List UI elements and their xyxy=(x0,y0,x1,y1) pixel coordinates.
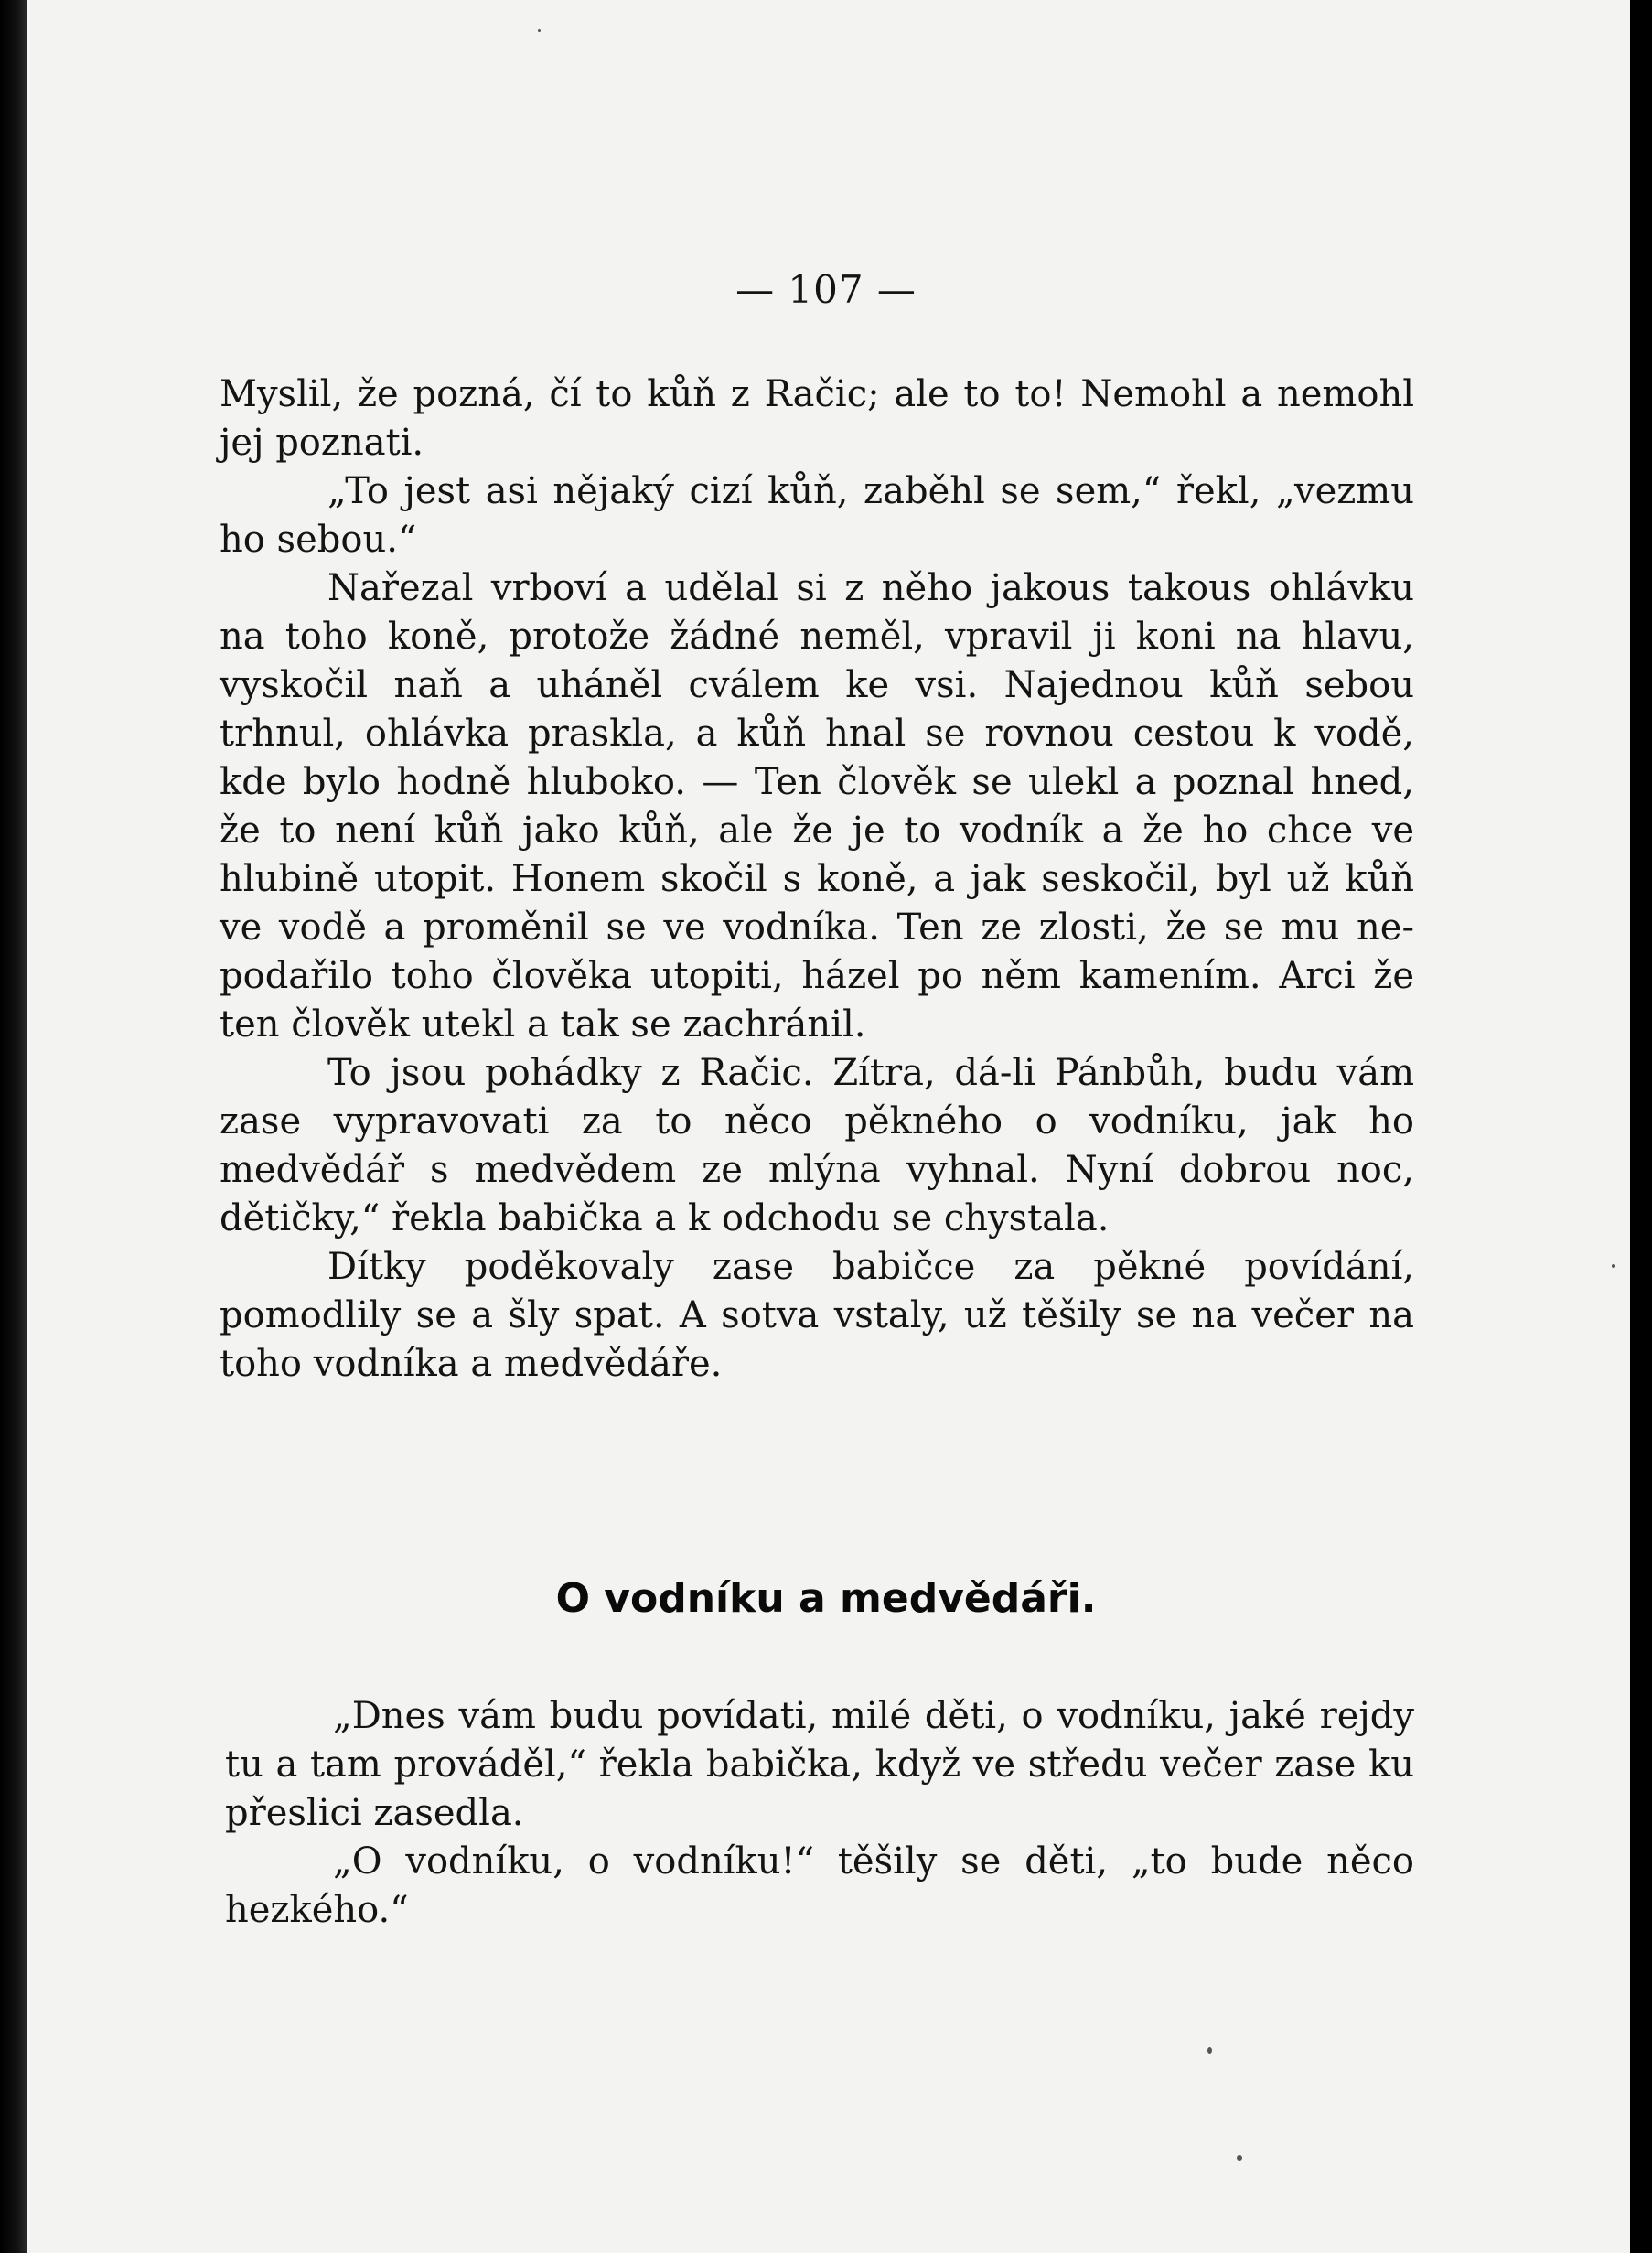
paragraph-1: Myslil, že pozná, čí to kůň z Račic; ale to to! Nemohl a nemohl jej poznati. xyxy=(220,373,1414,464)
page-right-edge-shadow xyxy=(1630,0,1652,2253)
paragraph-2: „To jest asi nějaký cizí kůň, zaběhl se sem,“ řekl, „vezmu ho sebou.“ xyxy=(220,470,1414,561)
paragraph-5: Dítky poděkovaly zase babičce za pěkné povídání, pomodlily se a šly spat. A sotva vstaly, už těšily se na večer na toho vodníka a medvědáře. xyxy=(220,1246,1414,1385)
paper-speck xyxy=(538,29,541,32)
paper-speck xyxy=(1207,2047,1212,2054)
page-number: — 107 — xyxy=(735,267,917,312)
page-left-edge-shadow xyxy=(0,0,27,2253)
chapter-heading: O vodníku a medvědáři. xyxy=(555,1575,1097,1622)
paragraph-3: Nařezal vrboví a udělal si z něho jakous takous ohlávku na toho koně, protože žádné neměl, vpravil ji koni na hlavu, vyskočil naň a uháněl cválem ke vsi. Najednou kůň sebou trhnul, ohlávka praskla, a kůň hnal se rovnou cestou k vodě, kde bylo hodně hluboko. — Ten člověk se ulekl a poznal hned, že to není kůň jako kůň, ale že je to vodník a že ho chce ve hlubině utopit. Honem skočil s koně, a jak seskočil, byl už kůň ve vodě a proměnil se ve vodníka. Ten ze zlosti, že se mu nepodařilo toho člověka utopiti, házel po něm kamením. Arci že ten člověk utekl a tak se zachránil. xyxy=(220,567,1414,1046)
chapter-text xyxy=(225,1692,1414,1935)
paper-speck xyxy=(1612,1264,1615,1268)
story-text-continued xyxy=(220,370,1414,1389)
paper-speck xyxy=(1237,2155,1242,2161)
paragraph-4: To jsou pohádky z Račic. Zítra, dá-li Pánbůh, budu vám zase vypravovati za to něco pěkného o vodníku, jak ho medvědář s medvědem ze mlýna vyhnal. Nyní dobrou noc, dětičky,“ řekla babička a k odchodu se chystala. xyxy=(220,1052,1414,1239)
chapter-paragraph-1: „Dnes vám budu povídati, milé děti, o vodníku, jaké rejdy tu a tam prováděl,“ řekla babička, když ve středu večer zase ku přeslici zasedla. xyxy=(225,1695,1414,1834)
chapter-paragraph-2: „O vodníku, o vodníku!“ těšily se děti, „to bude něco hezkého.“ xyxy=(225,1840,1414,1931)
